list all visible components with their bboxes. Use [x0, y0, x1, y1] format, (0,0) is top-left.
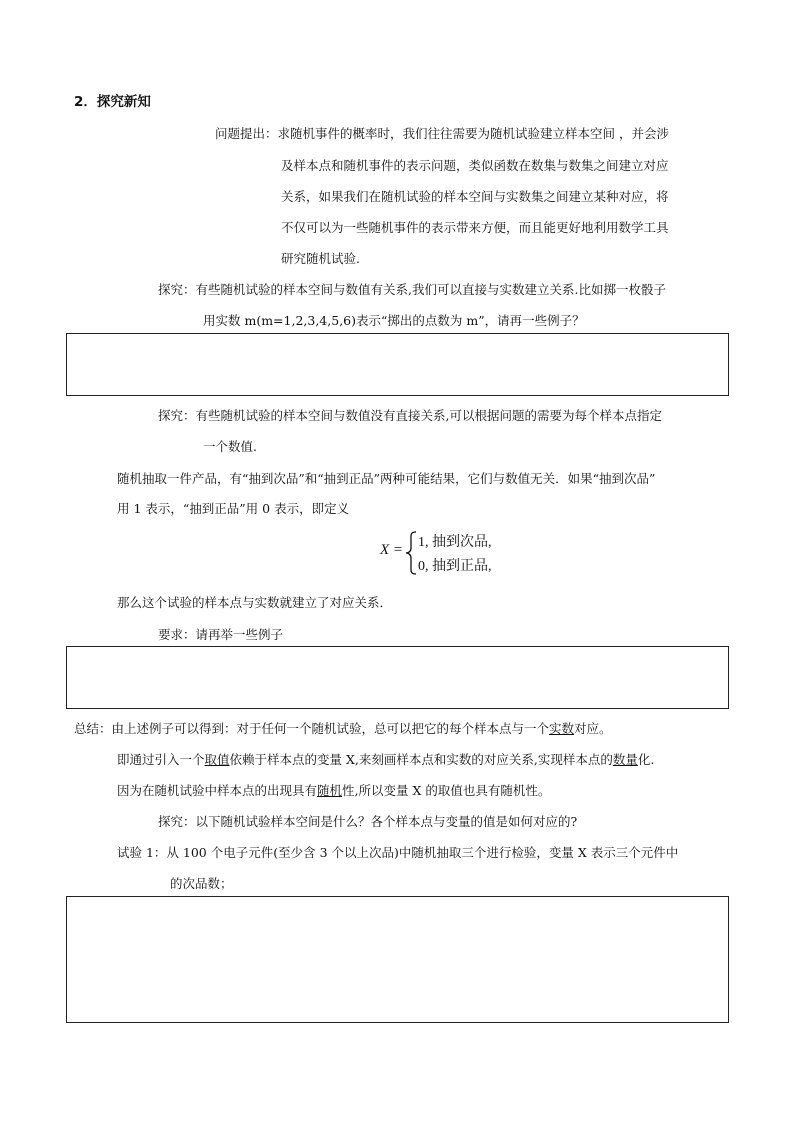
summary-line-1: [74, 719, 612, 737]
answer-box-1[interactable]: [66, 333, 729, 396]
underlined-term: 实数: [549, 721, 575, 736]
explore1-line-1: 探究：有些随机试验的样本空间与数值有关系,我们可以直接与实数建立关系.比如掷一枚骰子: [158, 282, 666, 297]
summary-line-3: [117, 781, 550, 799]
summary-line-2: [117, 750, 654, 768]
question-line-4: 不仅可以为一些随机事件的表示带来方便，而且能更好地利用数学工具: [281, 220, 669, 235]
example-line-2: 用 1 表示，“抽到正品”用 0 表示，即定义: [117, 501, 350, 516]
summary-text: 总结：由上述例子可以得到：对于任何一个随机试验，总可以把它的每个样本点与一个: [74, 721, 550, 736]
summary-text: 依赖于样本点的变量 X,来刻画样本点和实数的对应关系,实现样本点的: [229, 752, 613, 767]
section-heading: [74, 90, 151, 110]
formula-case-2: 0, 抽到正品,: [418, 559, 492, 574]
summary-text: 即通过引入一个: [117, 752, 205, 767]
section-number: 2．: [74, 94, 97, 110]
answer-box-2[interactable]: [66, 646, 729, 709]
example-line-1: 随机抽取一件产品，有“抽到次品”和“抽到正品”两种可能结果，它们与数值无关．如果“抽到次品”: [117, 471, 656, 486]
formula-case-1: 1, 抽到次品,: [418, 535, 492, 550]
explore1-line-2: 用实数 m(m=1,2,3,4,5,6)表示“掷出的点数为 m”，请再一些例子？: [203, 313, 585, 328]
underlined-term: 数量: [612, 752, 638, 767]
requirement-text: 要求：请再举一些例子: [158, 627, 284, 642]
question-line-3: 关系，如果我们在随机试验的样本空间与实数集之间建立某种对应，将: [281, 189, 669, 204]
underlined-term: 取值: [204, 752, 230, 767]
question-line-5: 研究随机试验.: [281, 251, 360, 266]
formula-lhs: X =: [380, 542, 404, 558]
answer-box-3[interactable]: [66, 896, 729, 1023]
trial1-line-2: 的次品数；: [170, 876, 233, 891]
curly-brace-icon: [404, 531, 418, 575]
explore2-line-1: 探究：有些随机试验的样本空间与数值没有直接关系,可以根据问题的需要为每个样本点指定: [158, 408, 662, 423]
summary-text: 对应。: [574, 721, 612, 736]
after-formula-text: 那么这个试验的样本点与实数就建立了对应关系．: [117, 595, 393, 610]
summary-text: 化.: [637, 752, 655, 767]
underlined-term: 随机: [317, 783, 343, 798]
explore3-text: 探究：以下随机试验样本空间是什么？各个样本点与变量的值是如何对应的?: [158, 814, 578, 829]
summary-text: 性,所以变量 X 的取值也具有随机性。: [342, 783, 551, 798]
question-line-1: 问题提出：求随机事件的概率时，我们往往需要为随机试验建立样本空间 ，并会涉: [215, 126, 669, 141]
section-title: 探究新知: [96, 94, 151, 110]
summary-text: 因为在随机试验中样本点的出现具有: [117, 783, 318, 798]
explore2-line-2: 一个数值.: [203, 439, 257, 454]
trial1-line-1: 试验 1：从 100 个电子元件(至少含 3 个以上次品)中随机抽取三个进行检验，变量 X 表示三个元件中: [117, 845, 679, 860]
question-line-2: 及样本点和随机事件的表示问题，类似函数在数集与数集之间建立对应: [281, 158, 669, 173]
